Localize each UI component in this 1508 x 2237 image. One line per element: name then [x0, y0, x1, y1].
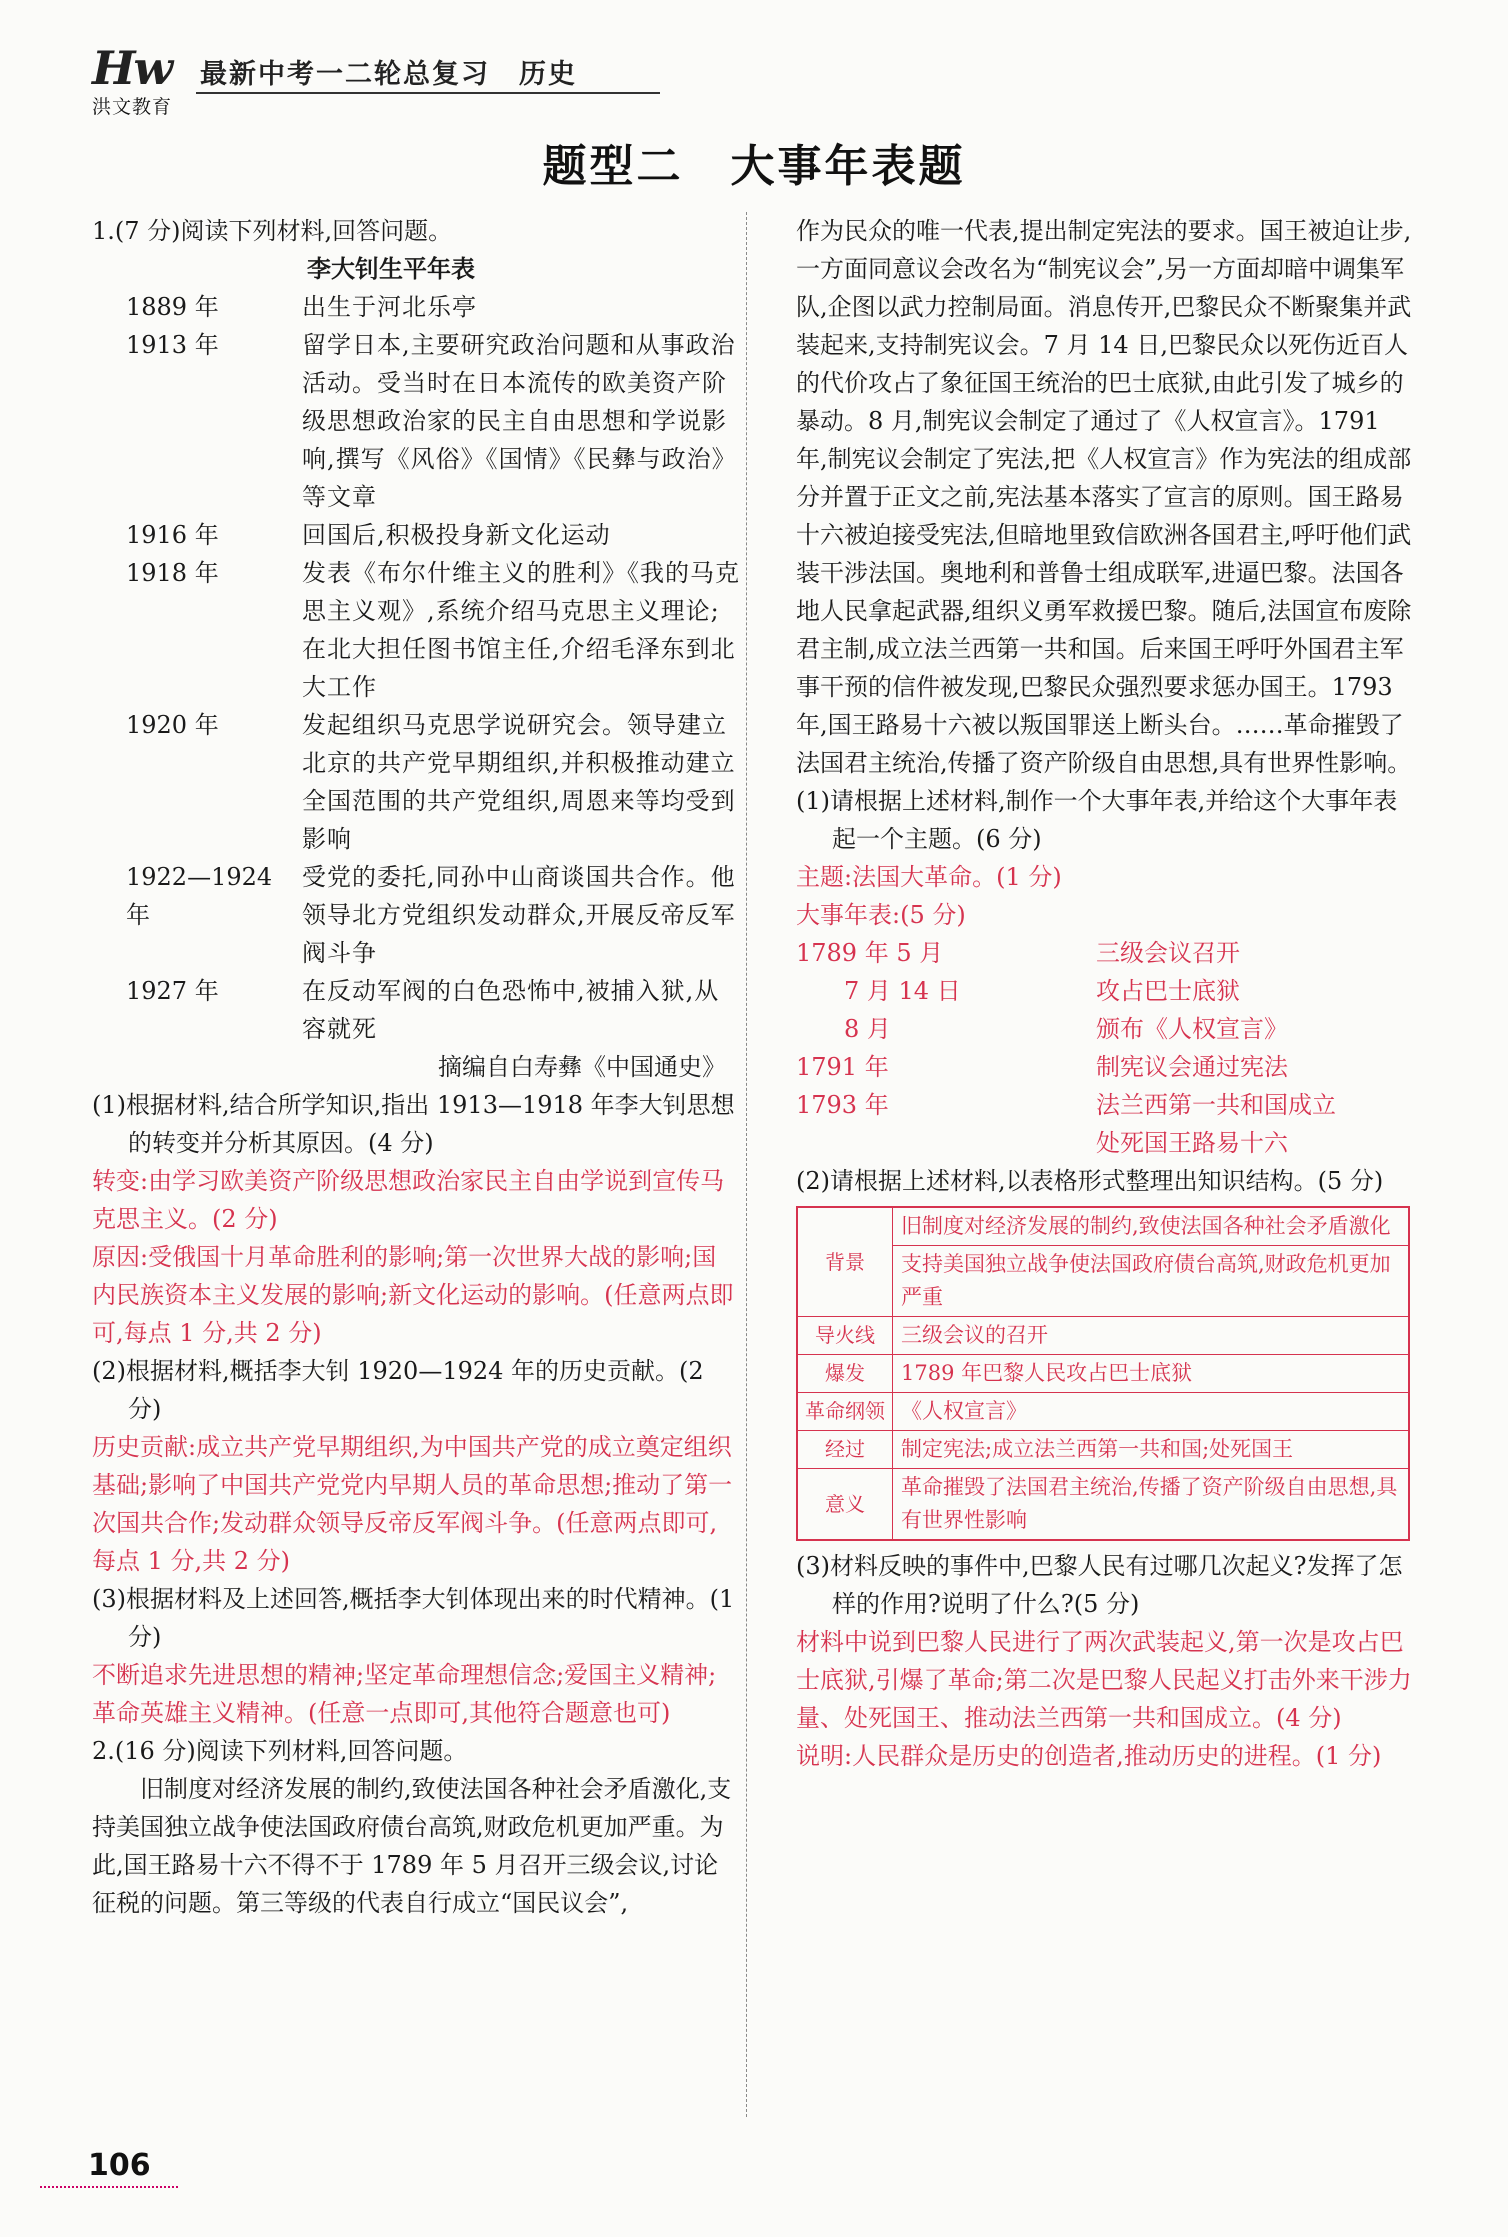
- table-row: [92, 516, 740, 554]
- table-cell: 旧制度对经济发展的制约,致使法国各种社会矛盾激化: [893, 1207, 1410, 1246]
- chron-date: [796, 1124, 1096, 1162]
- table-cell: 《人权宣言》: [893, 1393, 1410, 1431]
- knowledge-structure-table: [796, 1206, 1410, 1541]
- table-row: [797, 1317, 1409, 1355]
- chron-date: 1793 年: [796, 1091, 889, 1119]
- table-cell: 支持美国独立战争使法国政府债台高筑,财政危机更加严重: [893, 1246, 1410, 1317]
- q1-sub3-question: (3)根据材料及上述回答,概括李大钊体现出来的时代精神。(1 分): [92, 1585, 735, 1651]
- table-row: [92, 858, 740, 972]
- chron-event: 处死国王路易十六: [1096, 1129, 1288, 1157]
- q1-sub2-question: (2)根据材料,概括李大钊 1920—1924 年的历史贡献。(2 分): [92, 1357, 704, 1423]
- table-row: [797, 1431, 1409, 1469]
- chron-event: 颁布《人权宣言》: [1096, 1015, 1288, 1043]
- q2-sub2-question: (2)请根据上述材料,以表格形式整理出知识结构。(5 分): [796, 1167, 1384, 1195]
- q1-sub2-answer: 历史贡献:成立共产党早期组织,为中国共产党的成立奠定组织基础;影响了中国共产党党内早期人员的革命思想;推动了第一次国共合作;发动群众领导反帝反军阀斗争。(任意两点即可,每点 1 分,共 2 分): [92, 1433, 733, 1575]
- q2-material-part2: 作为民众的唯一代表,提出制定宪法的要求。国王被迫让步,一方面同意议会改名为“制宪议会”,另一方面却暗中调集军队,企图以武力控制局面。消息传开,巴黎民众不断聚集并武装起来,支持制宪议会。7 月 14 日,巴黎民众以死伤近百人的代价攻占了象征国王统治的巴士底狱,由此引发了城乡的暴动。8 月,制宪议会制定了通过了《人权宣言》。1791 年,制宪议会制定了宪法,把《人权宣言》作为宪法的组成部分并置于正文之前,宪法基本落实了宣言的原则。国王路易十六被迫接受宪法,但暗地里致信欧洲各国君主,呼吁他们武装干涉法国。奥地利和普鲁士组成联军,进逼巴黎。法国各地人民拿起武器,组织义勇军救援巴黎。随后,法国宣布废除君主制,成立法兰西第一共和国。后来国王呼吁外国君主军事干预的信件被发现,巴黎民众强烈要求惩办国王。1793 年,国王路易十六被以叛国罪送上断头台。……革命摧毁了法国君主统治,传播了资产阶级自由思想,具有世界性影响。: [796, 217, 1412, 777]
- bio-desc: 发起组织马克思学说研究会。领导建立北京的共产党早期组织,并积极推动建立全国范围的共产党组织,周恩来等均受到影响: [302, 711, 736, 853]
- q1-sub1-question: (1)根据材料,结合所学知识,指出 1913—1918 年李大钊思想的转变并分析其原因。(4 分): [92, 1091, 735, 1157]
- q2-sub3-explanation: 说明:人民群众是历史的创造者,推动历史的进程。(1 分): [796, 1742, 1382, 1770]
- table-row: [92, 706, 740, 858]
- table-label: 导火线: [797, 1317, 893, 1355]
- q2-sub1-chronology-label: 大事年表:(5 分): [796, 901, 966, 929]
- bio-desc: 留学日本,主要研究政治问题和从事政治活动。受当时在日本流传的欧美资产阶级思想政治家的民主自由思想和学说影响,撰写《风俗》《国情》《民彝与政治》等文章: [302, 331, 737, 511]
- table-cell: 三级会议的召开: [893, 1317, 1410, 1355]
- table-cell: 革命摧毁了法国君主统治,传播了资产阶级自由思想,具有世界性影响: [893, 1469, 1410, 1541]
- right-column: [796, 212, 1414, 1775]
- table-row: [92, 288, 740, 326]
- table-row: [797, 1207, 1409, 1246]
- chron-event: 攻占巴士底狱: [1096, 977, 1240, 1005]
- list-item: [796, 1010, 1414, 1048]
- q2-chronology: [796, 934, 1414, 1162]
- q2-sub1-theme: 主题:法国大革命。(1 分): [796, 863, 1062, 891]
- column-divider: [746, 212, 747, 2117]
- table-row: [797, 1393, 1409, 1431]
- table-row: [92, 972, 740, 1048]
- bio-desc: 在反动军阀的白色恐怖中,被捕入狱,从容就死: [302, 977, 720, 1043]
- bio-year: 1922—1924 年: [126, 863, 273, 929]
- table-row: [92, 326, 740, 516]
- table-label: 意义: [797, 1469, 893, 1541]
- list-item: [796, 934, 1414, 972]
- chron-date: 7 月 14 日: [796, 977, 961, 1005]
- bio-desc: 出生于河北乐亭: [302, 293, 477, 321]
- bio-year: 1920 年: [126, 711, 219, 739]
- bio-desc: 发表《布尔什维主义的胜利》《我的马克思主义观》,系统介绍马克思主义理论;在北大担任图书馆主任,介绍毛泽东到北大工作: [302, 559, 740, 701]
- bio-year: 1889 年: [126, 293, 219, 321]
- chron-date: 8 月: [796, 1015, 891, 1043]
- table-label: 背景: [797, 1207, 893, 1317]
- list-item: [796, 1048, 1414, 1086]
- logo-subtitle: 洪文教育: [92, 96, 173, 118]
- list-item: [796, 1086, 1414, 1124]
- q2-sub3-question: (3)材料反映的事件中,巴黎人民有过哪几次起义?发挥了怎样的作用?说明了什么?(5 分): [796, 1552, 1403, 1618]
- q2-sub3-answer: 材料中说到巴黎人民进行了两次武装起义,第一次是攻占巴士底狱,引爆了革命;第二次是巴黎人民起义打击外来干涉力量、处死国王、推动法兰西第一共和国成立。(4 分): [796, 1628, 1412, 1732]
- q1-source: 摘编自白寿彝《中国通史》: [438, 1053, 726, 1081]
- list-item: [796, 972, 1414, 1010]
- q2-sub1-question: (1)请根据上述材料,制作一个大事年表,并给这个大事年表起一个主题。(6 分): [796, 787, 1398, 853]
- q1-table-title: 李大钊生平年表: [307, 255, 475, 283]
- bio-year: 1918 年: [126, 559, 219, 587]
- chron-date: 1789 年 5 月: [796, 939, 944, 967]
- q1-stem: 1.(7 分)阅读下列材料,回答问题。: [92, 217, 453, 245]
- left-column: [92, 212, 740, 1922]
- table-row: [797, 1355, 1409, 1393]
- page-number: 106: [88, 2148, 151, 2183]
- chron-event: 制宪议会通过宪法: [1096, 1053, 1288, 1081]
- chron-event: 法兰西第一共和国成立: [1096, 1091, 1336, 1119]
- series-title: 最新中考一二轮总复习 历史: [200, 59, 577, 90]
- table-row: [797, 1469, 1409, 1541]
- logo-mark: Hw: [92, 41, 172, 95]
- bio-year: 1927 年: [126, 977, 219, 1005]
- bio-desc: 受党的委托,同孙中山商谈国共合作。他领导北方党组织发动群众,开展反帝反军阀斗争: [302, 863, 736, 967]
- table-label: 爆发: [797, 1355, 893, 1393]
- page-title: 题型二 大事年表题: [542, 141, 966, 192]
- table-label: 革命纲领: [797, 1393, 893, 1431]
- chron-date: 1791 年: [796, 1053, 889, 1081]
- table-cell: 制定宪法;成立法兰西第一共和国;处死国王: [893, 1431, 1410, 1469]
- bio-year: 1913 年: [126, 331, 219, 359]
- q2-stem: 2.(16 分)阅读下列材料,回答问题。: [92, 1737, 468, 1765]
- q1-sub1-answer-reason: 原因:受俄国十月革命胜利的影响;第一次世界大战的影响;国内民族资本主义发展的影响;新文化运动的影响。(任意两点即可,每点 1 分,共 2 分): [92, 1243, 734, 1347]
- bio-desc: 回国后,积极投身新文化运动: [302, 521, 611, 549]
- q1-sub1-answer-change: 转变:由学习欧美资产阶级思想政治家民主自由学说到宣传马克思主义。(2 分): [92, 1167, 725, 1233]
- q1-sub3-answer: 不断追求先进思想的精神;坚定革命理想信念;爱国主义精神;革命英雄主义精神。(任意一点即可,其他符合题意也可): [92, 1661, 717, 1727]
- table-label: 经过: [797, 1431, 893, 1469]
- list-item: [796, 1124, 1414, 1162]
- q2-material-part1: 旧制度对经济发展的制约,致使法国各种社会矛盾激化,支持美国独立战争使法国政府债台高筑,财政危机更加严重。为此,国王路易十六不得不于 1789 年 5 月召开三级会议,讨论征税的问题。第三等级的代表自行成立“国民议会”,: [92, 1775, 732, 1917]
- bio-year: 1916 年: [126, 521, 219, 549]
- table-row: [92, 554, 740, 706]
- page-number-rule: [40, 2186, 178, 2188]
- table-cell: 1789 年巴黎人民攻占巴士底狱: [893, 1355, 1410, 1393]
- chron-event: 三级会议召开: [1096, 939, 1240, 967]
- q1-biography-table: [92, 288, 740, 1048]
- header-rule: [196, 92, 660, 94]
